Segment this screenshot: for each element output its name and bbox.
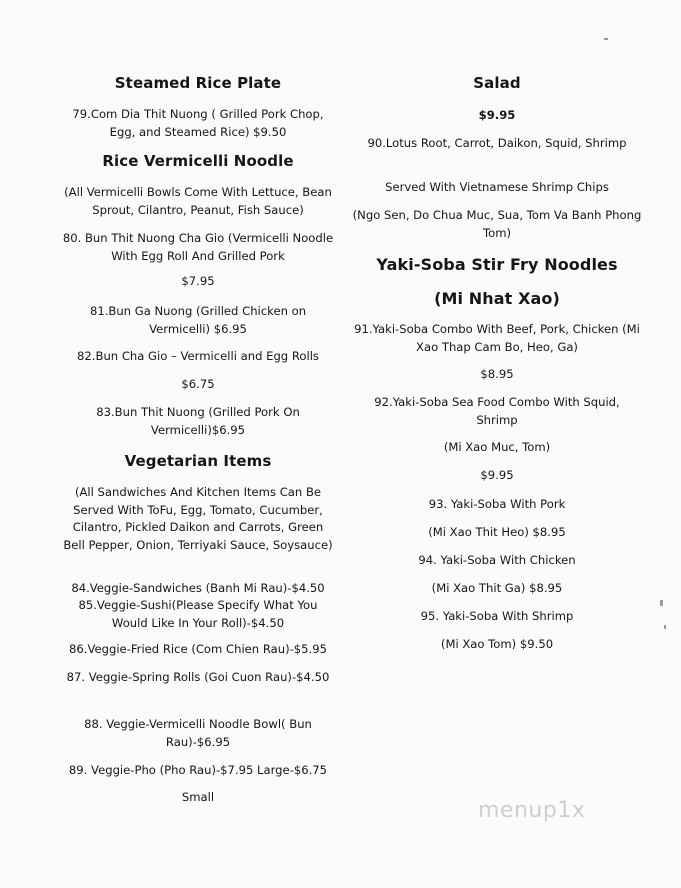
section-heading-salad: Salad xyxy=(473,74,521,92)
menu-item-92-price: $9.95 xyxy=(480,468,514,482)
menu-item-95: 95. Yaki-Soba With Shrimp xyxy=(420,609,574,623)
section-subheading-mi-nhat-xao: (Mi Nhat Xao) xyxy=(434,289,560,308)
watermark-logo: menup1x xyxy=(478,798,586,823)
salad-chips-note: Served With Vietnamese Shrimp Chips xyxy=(385,180,609,194)
menu-item-95-viet: (Mi Xao Tom) $9.50 xyxy=(440,637,554,651)
section-heading-vegetarian: Vegetarian Items xyxy=(124,452,272,470)
menu-item-90: 90.Lotus Root, Carrot, Daikon, Squid, Shrimp xyxy=(367,136,627,150)
menu-item-82: 82.Bun Cha Gio – Vermicelli and Egg Rolls xyxy=(77,349,319,363)
menu-item-91-price: $8.95 xyxy=(480,367,514,381)
menu-item-80: 80. Bun Thit Nuong Cha Gio (Vermicelli Noodle With Egg Roll And Grilled Pork xyxy=(62,231,334,263)
menu-item-84: 84.Veggie-Sandwiches (Banh Mi Rau)-$4.50 xyxy=(71,581,325,595)
menu-item-89-small: Small xyxy=(181,790,215,804)
salad-viet-name: (Ngo Sen, Do Chua Muc, Sua, Tom Va Banh Phong Tom) xyxy=(352,208,642,240)
menu-item-94: 94. Yaki-Soba With Chicken xyxy=(418,553,576,567)
menu-item-85: 85.Veggie-Sushi(Please Specify What You Would Like In Your Roll)-$4.50 xyxy=(78,598,318,630)
menu-item-79: 79.Com Dia Thit Nuong ( Grilled Pork Chop, Egg, and Steamed Rice) $9.50 xyxy=(72,107,324,139)
menu-item-86: 86.Veggie-Fried Rice (Com Chien Rau)-$5.95 xyxy=(69,642,327,656)
menu-item-83: 83.Bun Thit Nuong (Grilled Pork On Vermicelli)$6.95 xyxy=(96,405,300,437)
menu-item-93-viet: (Mi Xao Thit Heo) $8.95 xyxy=(428,525,566,539)
menu-item-92-viet: (Mi Xao Muc, Tom) xyxy=(443,440,551,454)
scan-speck xyxy=(660,600,663,606)
vermicelli-note: (All Vermicelli Bowls Come With Lettuce, Bean Sprout, Cilantro, Peanut, Fish Sauce) xyxy=(64,185,332,217)
menu-item-92: 92.Yaki-Soba Sea Food Combo With Squid, Shrimp xyxy=(374,395,620,427)
scan-speck xyxy=(664,625,666,629)
section-heading-steamed-rice: Steamed Rice Plate xyxy=(114,74,282,92)
vegetarian-note: (All Sandwiches And Kitchen Items Can Be Served With ToFu, Egg, Tomato, Cucumber, Cilantro, Pickled Daikon and Carrots, Green Bell Pepper, Onion, Terriyaki Sauce, Soysauce) xyxy=(63,485,333,552)
menu-item-94-viet: (Mi Xao Thit Ga) $8.95 xyxy=(431,581,563,595)
menu-item-82-price: $6.75 xyxy=(181,377,215,391)
section-heading-yakisoba: Yaki-Soba Stir Fry Noodles xyxy=(376,255,618,274)
menu-item-80-price: $7.95 xyxy=(181,274,215,288)
section-heading-vermicelli: Rice Vermicelli Noodle xyxy=(102,152,294,170)
menu-item-89: 89. Veggie-Pho (Pho Rau)-$7.95 Large-$6.75 xyxy=(68,763,328,777)
scan-speck xyxy=(604,38,608,40)
menu-item-93: 93. Yaki-Soba With Pork xyxy=(428,497,566,511)
menu-item-91: 91.Yaki-Soba Combo With Beef, Pork, Chicken (Mi Xao Thap Cam Bo, Heo, Ga) xyxy=(354,322,640,354)
salad-price: $9.95 xyxy=(478,108,516,122)
menu-item-81: 81.Bun Ga Nuong (Grilled Chicken on Vermicelli) $6.95 xyxy=(89,304,307,336)
menu-item-87: 87. Veggie-Spring Rolls (Goi Cuon Rau)-$4.50 xyxy=(66,670,330,684)
menu-item-88: 88. Veggie-Vermicelli Noodle Bowl( Bun Rau)-$6.95 xyxy=(84,717,312,749)
